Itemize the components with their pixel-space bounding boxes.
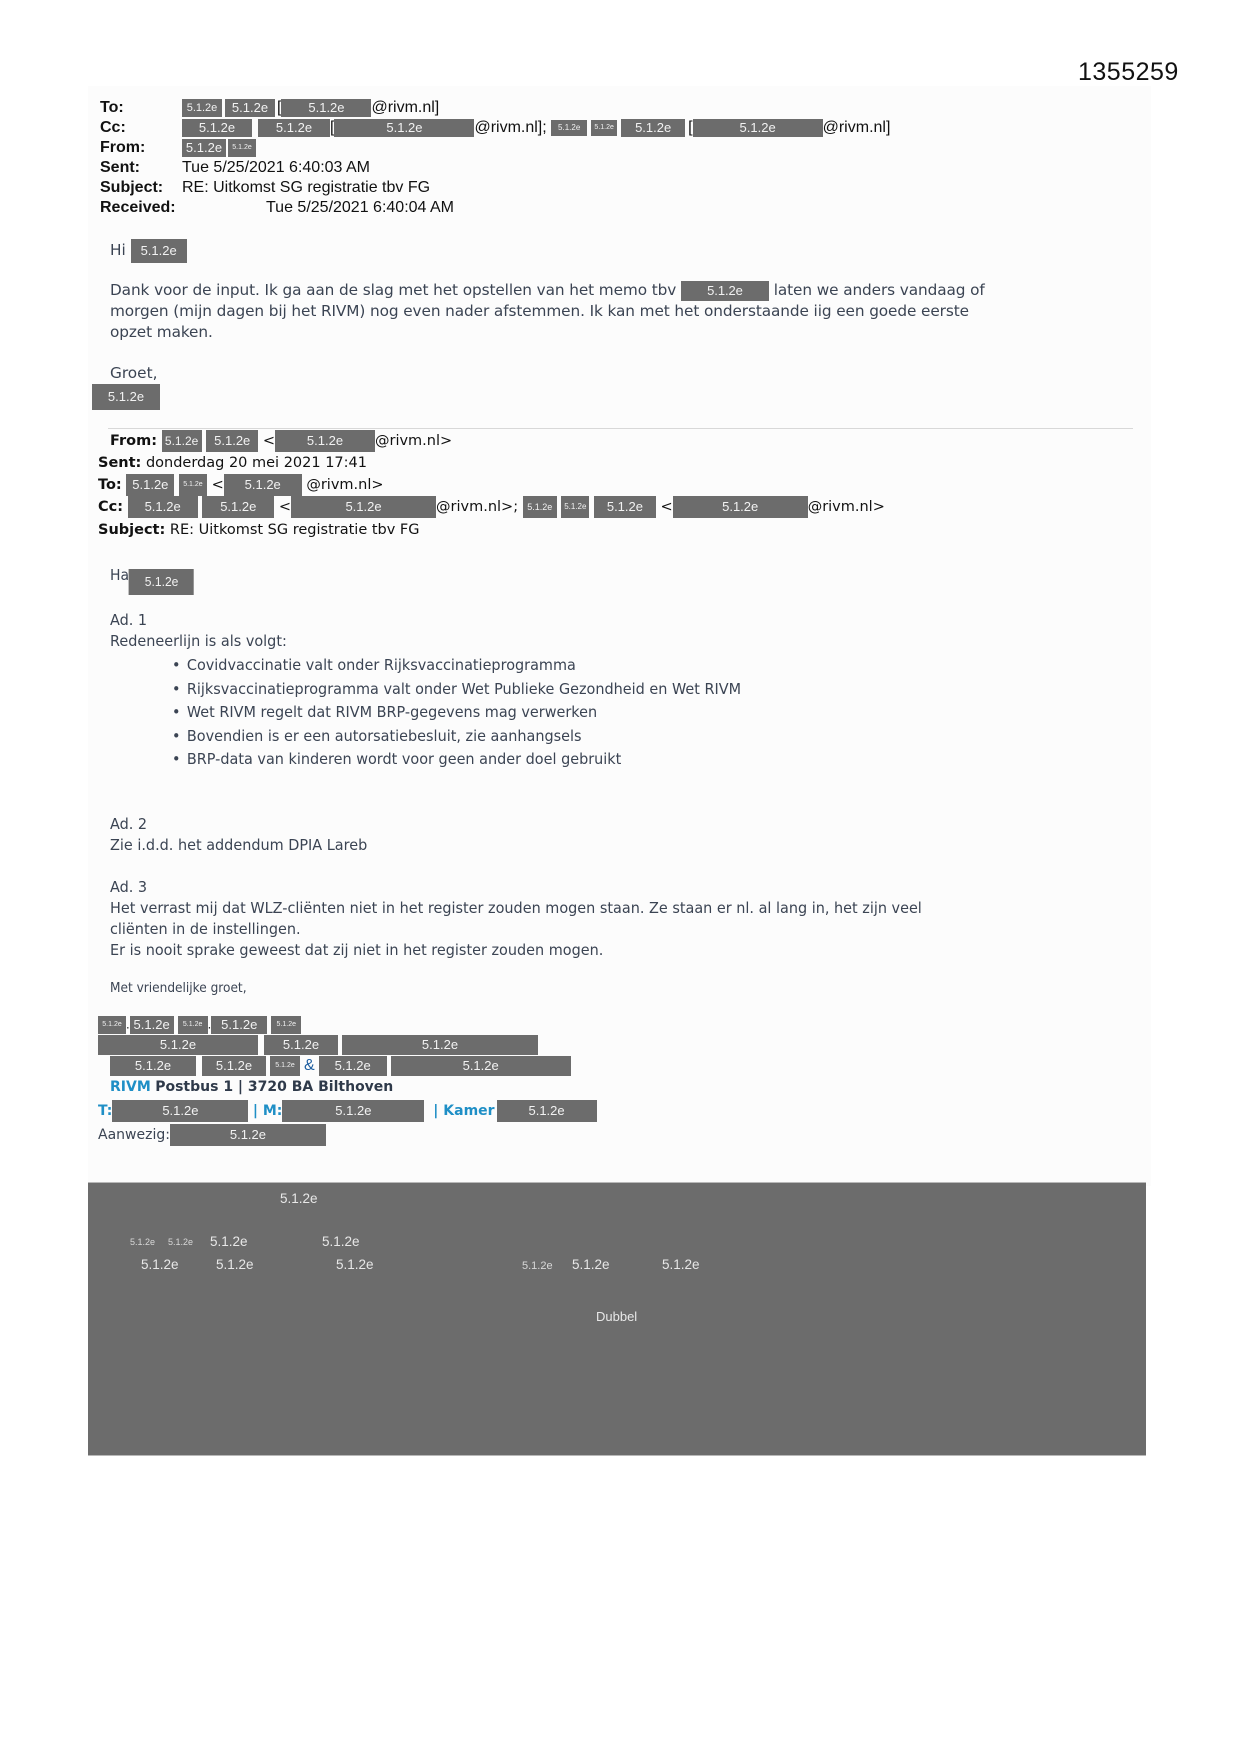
cc-label: Cc: <box>100 119 126 136</box>
redaction: 5.1.2e <box>275 430 375 452</box>
header-subject-row <box>100 178 430 198</box>
fw-from-label: From: <box>110 433 157 449</box>
redaction: 5.1.2e <box>98 1035 258 1055</box>
fw-cc-domain-2: @rivm.nl> <box>807 499 885 515</box>
redaction: 5.1.2e <box>202 496 274 518</box>
lt: < <box>262 433 275 449</box>
fw-subject-label: Subject: <box>98 522 166 538</box>
redaction: 5.1.2e <box>561 496 589 518</box>
fw-sent-value: donderdag 20 mei 2021 17:41 <box>145 455 367 471</box>
sent-label: Sent: <box>100 159 140 176</box>
original-greeting <box>110 566 194 595</box>
redaction: 5.1.2e <box>228 139 256 157</box>
list-item: • Bovendien is er een autorsatiebesluit, zie aanhangsels <box>172 725 741 749</box>
redaction: 5.1.2e <box>112 1100 248 1122</box>
ad2-heading: Ad. 2 <box>110 815 148 833</box>
redaction: 5.1.2e <box>182 99 222 117</box>
bracket: [ <box>277 99 282 116</box>
redaction-label: 5.1.2e <box>662 1257 700 1272</box>
header-received-row <box>100 198 454 218</box>
ad3-text: cliënten in de instellingen. <box>110 920 301 938</box>
redaction: 5.1.2e <box>551 120 587 136</box>
list-item: • BRP-data van kinderen wordt voor geen ander doel gebruikt <box>172 748 741 772</box>
lt: < <box>278 499 292 515</box>
fw-from-row <box>110 430 452 452</box>
redaction-label: 5.1.2e <box>216 1257 254 1272</box>
header-from-row <box>100 138 256 158</box>
redaction: 5.1.2e <box>334 119 474 137</box>
from-label: From: <box>100 139 146 156</box>
redaction: 5.1.2e <box>131 239 187 263</box>
fw-to-label: To: <box>98 477 122 493</box>
signature-address-row <box>110 1079 393 1095</box>
redaction: 5.1.2e <box>179 474 207 496</box>
document-id: 1355259 <box>1078 58 1179 86</box>
redaction: 5.1.2e <box>126 474 174 496</box>
redacted-block <box>88 1182 1146 1456</box>
redaction: 5.1.2e <box>591 120 617 136</box>
redaction: 5.1.2e <box>681 281 769 301</box>
fw-from-domain: @rivm.nl> <box>374 433 453 449</box>
to-domain: @rivm.nl] <box>371 99 440 116</box>
ad3-heading: Ad. 3 <box>110 878 148 896</box>
ad3-text: Er is nooit sprake geweest dat zij niet in het register zouden mogen. <box>110 941 604 959</box>
signature-presence-row <box>98 1124 326 1146</box>
dot: . <box>126 1016 130 1032</box>
fw-to-domain: @rivm.nl> <box>306 477 384 493</box>
signature-contact-row <box>98 1100 597 1122</box>
redaction: 5.1.2e <box>523 496 557 518</box>
reply-closing: Groet, <box>110 364 158 382</box>
text: laten we anders vandaag of <box>773 281 985 299</box>
redaction-label: 5.1.2e <box>322 1234 360 1249</box>
redaction: 5.1.2e <box>270 1056 300 1076</box>
redaction: 5.1.2e <box>594 496 656 518</box>
org-address: Postbus 1 | 3720 BA Bilthoven <box>155 1079 394 1095</box>
redaction-label: 5.1.2e <box>572 1257 610 1272</box>
fw-sent-row <box>98 453 367 473</box>
redaction-label: 5.1.2e <box>210 1234 248 1249</box>
lt: < <box>211 477 224 493</box>
redaction: 5.1.2e <box>98 1016 126 1034</box>
redaction: 5.1.2e <box>271 1016 301 1034</box>
redaction-label: 5.1.2e <box>336 1257 374 1272</box>
cc-domain-1: @rivm.nl]; <box>474 119 547 136</box>
fw-subject-value: RE: Uitkomst SG registratie tbv FG <box>169 522 420 538</box>
redaction: 5.1.2e <box>673 496 808 518</box>
signature-title-row <box>98 1035 538 1055</box>
redaction: 5.1.2e <box>110 1056 196 1076</box>
redaction-label: 5.1.2e <box>522 1260 553 1272</box>
text: morgen (mijn dagen bij het RIVM) nog even nader afstemmen. Ik kan met het onderstaande iig een goede eerste <box>110 302 969 320</box>
to-label: To: <box>100 99 124 116</box>
ad3-text: Het verrast mij dat WLZ-cliënten niet in het register zouden mogen staan. Ze staan er nl. al lang in, het zijn veel <box>110 899 922 917</box>
phone-label: T: <box>98 1103 113 1119</box>
fw-cc-row <box>98 496 885 518</box>
bracket: [ <box>688 119 693 136</box>
redaction: 5.1.2e <box>693 119 823 137</box>
header-cc-row <box>100 118 890 138</box>
list-item: • Wet RIVM regelt dat RIVM BRP-gegevens mag verwerken <box>172 701 741 725</box>
ad2-section <box>110 814 367 856</box>
room-label: | Kamer <box>433 1103 495 1119</box>
fw-cc-label: Cc: <box>98 499 124 515</box>
reply-signature-redaction: 5.1.2e <box>92 384 160 410</box>
signature-department-row <box>110 1056 571 1076</box>
received-label: Received: <box>100 199 176 216</box>
cc-domain-2: @rivm.nl] <box>822 119 891 136</box>
fw-cc-domain-1: @rivm.nl>; <box>436 499 519 515</box>
redaction: 5.1.2e <box>264 1035 338 1055</box>
fw-sent-label: Sent: <box>98 455 142 471</box>
dot: . <box>207 1016 212 1032</box>
redaction-label: 5.1.2e <box>280 1191 318 1206</box>
text: Dank voor de input. Ik ga aan de slag met het opstellen van het memo tbv <box>110 281 677 299</box>
original-closing: Met vriendelijke groet, <box>110 980 247 996</box>
org-name: RIVM <box>110 1079 151 1095</box>
ad1-section <box>110 610 287 652</box>
redaction: 5.1.2e <box>342 1035 538 1055</box>
signature-name-row <box>98 1016 301 1034</box>
bracket: [ <box>330 119 335 136</box>
header-to-row <box>100 98 439 118</box>
redaction: 5.1.2e <box>391 1056 571 1076</box>
redaction-label: 5.1.2e <box>168 1237 194 1247</box>
presence-label: Aanwezig: <box>98 1127 170 1143</box>
ad1-heading: Ad. 1 <box>110 611 148 629</box>
fw-to-row <box>98 474 384 496</box>
redaction: 5.1.2e <box>319 1056 387 1076</box>
redaction: 5.1.2e <box>621 119 685 137</box>
subject-label: Subject: <box>100 179 164 196</box>
redaction: 5.1.2e <box>224 474 302 496</box>
redaction: 5.1.2e <box>182 139 226 157</box>
greeting-text: Hi <box>110 241 126 259</box>
reply-greeting <box>110 238 187 263</box>
redaction: 5.1.2e <box>202 1056 266 1076</box>
header-sent-row <box>100 158 370 178</box>
redaction: 5.1.2e <box>497 1100 597 1122</box>
redaction: 5.1.2e <box>291 496 436 518</box>
redaction: 5.1.2e <box>182 119 252 137</box>
redaction: 5.1.2e <box>282 1100 424 1122</box>
reply-paragraph <box>110 280 985 343</box>
redaction: 5.1.2e <box>281 99 371 117</box>
redaction-label: 5.1.2e <box>130 1237 156 1247</box>
redaction: 5.1.2e <box>129 569 194 595</box>
redaction: 5.1.2e <box>225 99 275 117</box>
greeting-text: Ha <box>110 566 130 584</box>
redaction-label: 5.1.2e <box>141 1257 179 1272</box>
redaction: 5.1.2e <box>170 1124 326 1146</box>
received-value: Tue 5/25/2021 6:40:04 AM <box>266 199 454 216</box>
redaction: 5.1.2e <box>178 1016 208 1034</box>
redaction: 5.1.2e <box>162 430 202 452</box>
block-center-text: Dubbel <box>596 1309 638 1324</box>
redaction: 5.1.2e <box>206 430 258 452</box>
ad3-section <box>110 877 922 961</box>
list-item: • Rijksvaccinatieprogramma valt onder Wet Publieke Gezondheid en Wet RIVM <box>172 678 741 702</box>
subject-value: RE: Uitkomst SG registratie tbv FG <box>182 179 431 196</box>
list-item: • Covidvaccinatie valt onder Rijksvaccinatieprogramma <box>172 654 741 678</box>
separator-line <box>108 428 1133 429</box>
ampersand: & <box>304 1057 315 1075</box>
redaction: 5.1.2e <box>211 1016 267 1034</box>
lt: < <box>660 499 673 515</box>
fw-subject-row <box>98 520 420 540</box>
ad1-bullet-list <box>172 654 741 772</box>
redaction: 5.1.2e <box>130 1016 174 1034</box>
ad1-intro: Redeneerlijn is als volgt: <box>110 632 287 650</box>
redaction: 5.1.2e <box>128 496 198 518</box>
ad2-text: Zie i.d.d. het addendum DPIA Lareb <box>110 836 368 854</box>
sent-value: Tue 5/25/2021 6:40:03 AM <box>182 159 370 176</box>
redaction: 5.1.2e <box>258 119 330 137</box>
text: opzet maken. <box>110 323 213 341</box>
mobile-label: | M: <box>252 1103 283 1119</box>
